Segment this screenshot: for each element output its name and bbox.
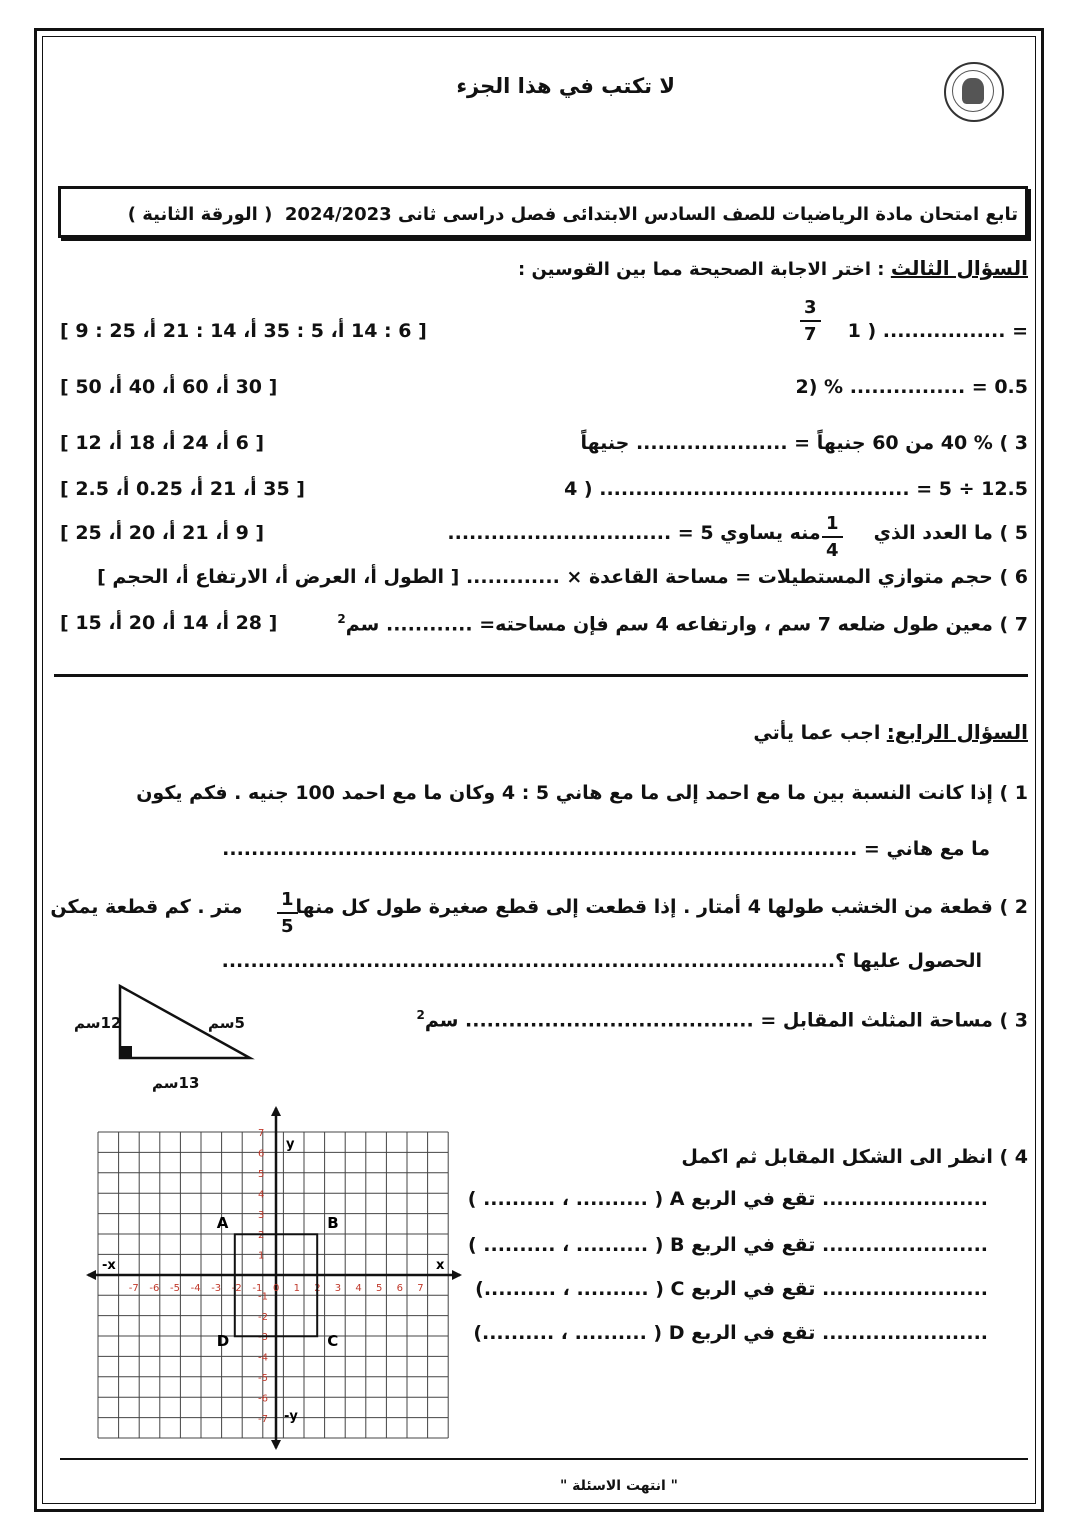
q4-item-2-line-1: 2 ) قطعة من الخشب طولها 4 أمتار . إذا قطعت إلى قطع صغيرة طول كل منها متر . كم قطعة يمكن (50, 896, 1028, 918)
q3-item-5-fraction: $\frac{1}{4}$ (822, 512, 843, 564)
q3-item-1: 1 ) ................. = (847, 320, 1028, 342)
q3-item-5-choices: [ 9 أ، 21 أ، 20 أ، 25 ] (60, 522, 265, 544)
y-axis-label: y (286, 1137, 295, 1152)
y-tick-label: 2 (258, 1230, 265, 1242)
y-tick-label: -1 (258, 1291, 268, 1303)
y-tick-label: 7 (258, 1128, 265, 1140)
x-tick-label: 3 (334, 1283, 342, 1294)
q3-item-2-choices: [ 30 أ، 60 أ، 40 أ، 50 ] (60, 376, 278, 398)
y-tick-label: 4 (258, 1189, 265, 1201)
point-line-c: (.......... ، .......... ) C تقع في الربع ....................... (475, 1278, 988, 1300)
y-tick-label: -3 (258, 1332, 268, 1344)
q3-item-7: 7 ) معين طول ضلعه 7 سم ، وارتفاعه 4 سم فإن مساحته= ............ سم$^2$ (337, 612, 1028, 636)
q4-item-1-line-2: ما مع هاني = ........................................................................................ (222, 838, 990, 860)
x-axis-label: x (436, 1258, 445, 1273)
y-tick-label: -7 (258, 1413, 268, 1425)
x-tick-label: 4 (355, 1283, 362, 1294)
x-tick-label: -2 (231, 1283, 242, 1294)
q4-item-1-line-1: 1 ) إذا كانت النسبة بين ما مع احمد إلى ما مع هاني 5 : 4 وكان ما مع احمد 100 جنيه . فكم يكون (136, 782, 1028, 804)
x-tick-label: -1 (252, 1283, 263, 1294)
neg-y-axis-label: -y (284, 1409, 298, 1424)
point-label-d: D (216, 1332, 230, 1351)
q3-item-2: 2) % ................ = 0.5 (795, 376, 1028, 398)
triangle-side-hyp-label: 5سم (208, 1014, 245, 1032)
x-tick-label: -3 (211, 1283, 222, 1294)
y-tick-label: -5 (258, 1373, 268, 1384)
triangle-side-bottom-label: 13سم (152, 1074, 200, 1092)
q3-item-1-fraction: $\frac{3}{7}$ (800, 296, 821, 348)
q3-item-6: 6 ) حجم متوازي المستطيلات = مساحة القاعدة × ............. [ الطول أ، العرض أ، الارتفاع أ، الحجم ] (97, 566, 1028, 588)
x-tick-label: -6 (149, 1283, 160, 1294)
y-tick-label: 1 (258, 1250, 265, 1262)
school-logo (944, 62, 1004, 122)
section-divider (54, 674, 1028, 677)
footer-divider (60, 1458, 1028, 1460)
q4-item-2-line-2: الحصول عليها ؟..................................................................................... (221, 950, 982, 972)
q3-item-3-choices: [ 6 أ، 24 أ، 18 أ، 12 ] (60, 432, 265, 454)
q3-item-7-choices: [ 28 أ، 14 أ، 20 أ، 15 ] (60, 612, 278, 634)
x-axis-arrow-left (86, 1270, 96, 1280)
q4-item-3: 3 ) مساحة المثلث المقابل = ........................................ سم$^2$ (416, 1008, 1028, 1032)
q3-item-4-choices: [ 35 أ، 21 أ، 0.25 أ، 2.5 ] (60, 478, 305, 500)
point-label-b: B (327, 1214, 339, 1233)
y-tick-label: 3 (258, 1209, 265, 1221)
q3-item-3: 3 ) % 40 من 60 جنيهاً = ..................... جنيهاً (580, 432, 1028, 454)
x-tick-label: -7 (128, 1283, 139, 1294)
x-tick-label: 2 (314, 1283, 321, 1294)
point-label-c: C (327, 1332, 339, 1351)
y-tick-label: -2 (258, 1311, 268, 1323)
y-tick-label: -4 (258, 1352, 268, 1364)
right-angle-marker (120, 1046, 132, 1058)
point-line-b: ( .......... ، .......... ) B تقع في الربع ....................... (467, 1234, 988, 1256)
x-tick-label: 1 (293, 1283, 300, 1294)
x-tick-label: 7 (417, 1283, 424, 1294)
q4-item-4-title: 4 ) انظر الى الشكل المقابل ثم اكمل (681, 1146, 1028, 1168)
x-tick-label: 6 (396, 1283, 403, 1294)
x-axis-arrow-right (452, 1270, 462, 1280)
point-line-a: ( .......... ، .......... ) A تقع في الربع ....................... (467, 1188, 988, 1210)
triangle-side-left-label: 12سم (74, 1014, 122, 1032)
x-tick-label: -4 (190, 1283, 201, 1294)
y-tick-label: 6 (258, 1148, 265, 1160)
y-tick-label: 5 (258, 1169, 265, 1180)
exam-title: تابع امتحان مادة الرياضيات للصف السادس الابتدائى فصل دراسى ثانى 2024/2023 ( الورقة الثانية ) (127, 204, 1018, 225)
do-not-write-note: لا تكتب في هذا الجزء (456, 74, 675, 98)
x-tick-label: 0 (273, 1283, 280, 1294)
q4-heading: السؤال الرابع: اجب عما يأتي (753, 720, 1028, 744)
y-axis-arrow-down (271, 1440, 281, 1450)
point-label-a: A (216, 1214, 229, 1233)
y-axis-arrow-up (271, 1106, 281, 1116)
x-tick-label: 5 (376, 1283, 383, 1294)
y-tick-label: -6 (258, 1393, 268, 1405)
q3-item-1-choices: [ 6 : 14 أ، 5 : 35 أ، 14 : 21 أ، 25 : 9 ] (60, 320, 427, 342)
end-of-questions: " انتهت الاسئلة " (560, 1478, 678, 1494)
coordinate-grid (80, 1104, 470, 1454)
q3-item-5: 5 ) ما العدد الذي منه يساوي 5 = ............................... (447, 522, 1028, 544)
q3-item-4: 4 ) ........................................... = 5 ÷ 12.5 (564, 478, 1028, 500)
q3-heading: السؤال الثالث : اختر الاجابة الصحيحة مما بين القوسين : (517, 256, 1028, 280)
x-tick-label: -5 (170, 1283, 180, 1294)
neg-x-axis-label: -x (102, 1258, 116, 1273)
q4-item-2-fraction: $\frac{1}{5}$ (277, 888, 298, 940)
point-line-d: (.......... ، .......... ) D تقع في الربع ....................... (473, 1322, 988, 1344)
